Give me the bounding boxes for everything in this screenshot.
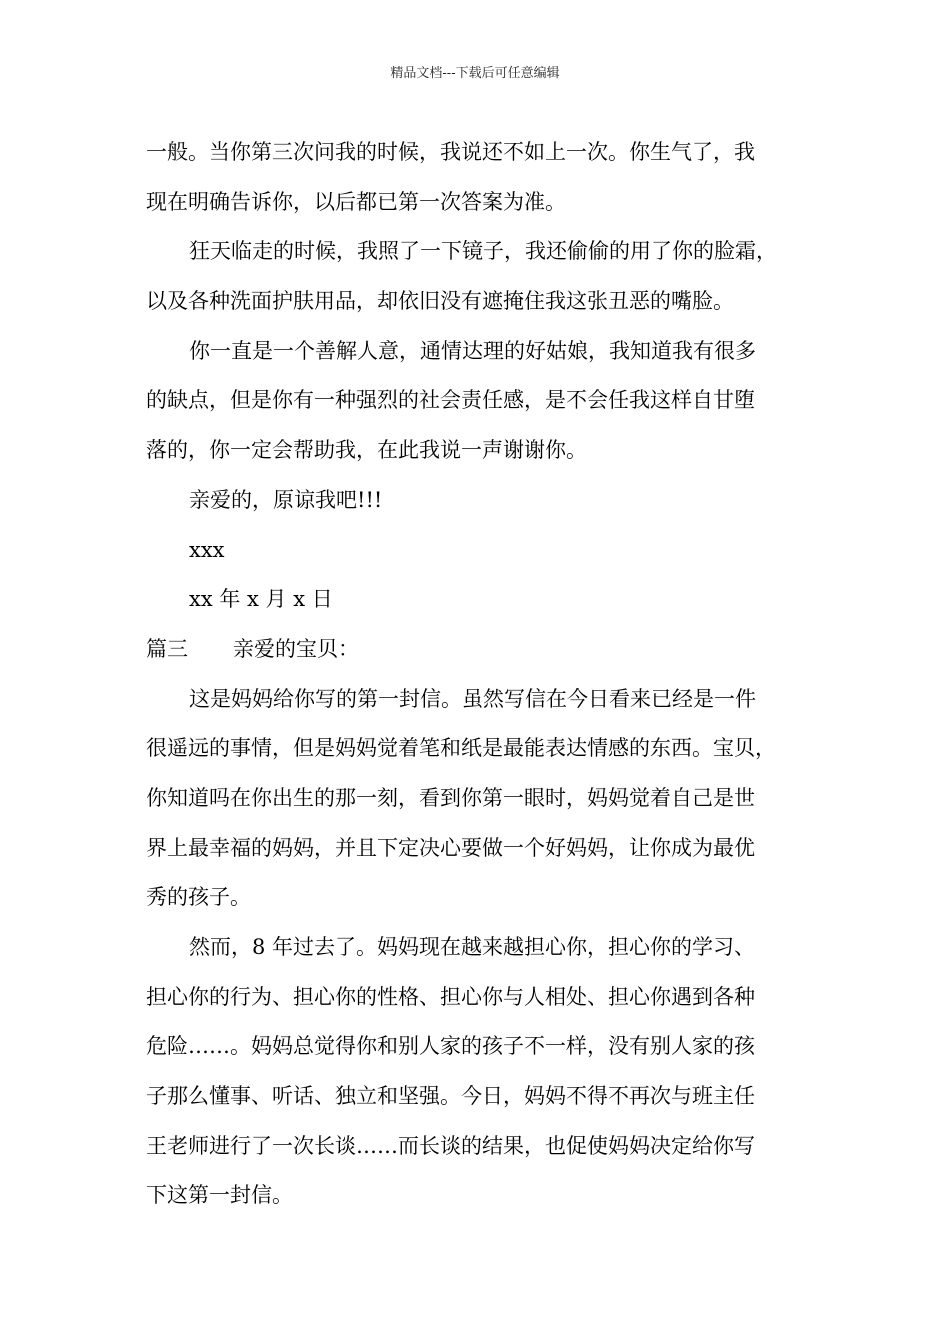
signature: xxx (189, 537, 225, 562)
text-line: 以及各种洗面护肤用品，却依旧没有遮掩住我这张丑恶的嘴脸。 (146, 289, 734, 314)
text-line: 的缺点，但是你有一种强烈的社会责任感，是不会任我这样自甘堕 (146, 388, 755, 413)
page-header: 精品文档---下载后可任意编辑 (390, 66, 560, 81)
date-line: xx 年 x 月 x 日 (189, 587, 333, 612)
text-line: 担心你的行为、担心你的性格、担心你与人相处、担心你遇到各种 (146, 984, 755, 1009)
text-line: 王老师进行了一次长谈……而长谈的结果，也促使妈妈决定给你写 (146, 1133, 755, 1158)
section-label: 篇三 (146, 636, 188, 661)
salutation: 亲爱的宝贝： (233, 636, 359, 661)
text-line: 秀的孩子。 (146, 885, 251, 910)
paragraph-start: 然而，8 年过去了。妈妈现在越来越担心你，担心你的学习、 (189, 935, 756, 959)
paragraph-start: 狂天临走的时候，我照了一下镜子，我还偷偷的用了你的脸霜， (189, 239, 777, 264)
paragraph-start: 你一直是一个善解人意，通情达理的好姑娘，我知道我有很多 (189, 338, 756, 363)
text-line: 危险……。妈妈总觉得你和别人家的孩子不一样，没有别人家的孩 (146, 1034, 755, 1059)
section-heading (146, 625, 830, 675)
text-line: 你知道吗在你出生的那一刻，看到你第一眼时，妈妈觉着自己是世 (146, 785, 755, 810)
text-line: 下这第一封信。 (146, 1183, 293, 1208)
closing-line: 亲爱的，原谅我吧!!! (189, 487, 383, 512)
letter-body (146, 128, 830, 1221)
text-line: 落的，你一定会帮助我，在此我说一声谢谢你。 (146, 438, 587, 463)
text-line: 子那么懂事、听话、独立和坚强。今日，妈妈不得不再次与班主任 (146, 1084, 755, 1109)
paragraph-start: 这是妈妈给你写的第一封信。虽然写信在今日看来已经是一件 (189, 686, 756, 711)
text-line: 现在明确告诉你，以后都已第一次答案为准。 (146, 189, 566, 214)
text-line: 界上最幸福的妈妈，并且下定决心要做一个好妈妈，让你成为最优 (146, 835, 755, 860)
text-line: 一般。当你第三次问我的时候，我说还不如上一次。你生气了，我 (146, 140, 755, 164)
text-line: 很遥远的事情，但是妈妈觉着笔和纸是最能表达情感的东西。宝贝， (146, 736, 776, 761)
